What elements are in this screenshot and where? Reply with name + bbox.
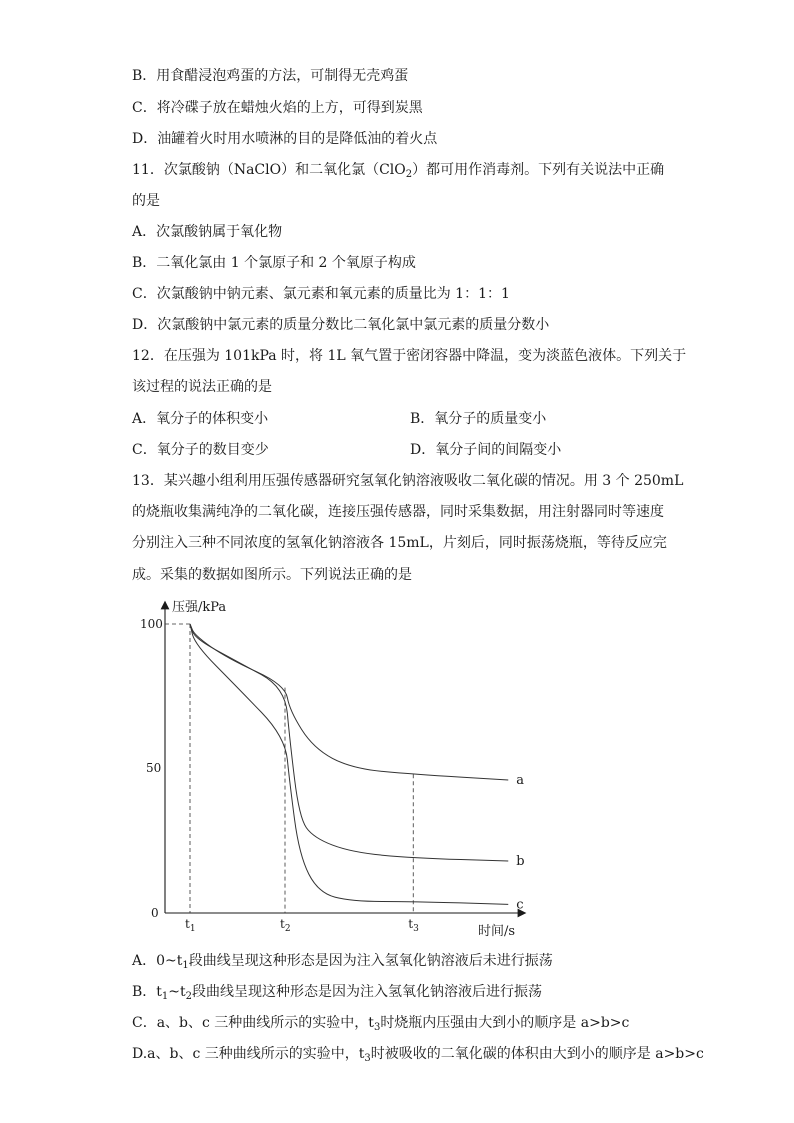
- curve-b: [190, 624, 508, 861]
- q13-stem-line2: 的烧瓶收集满纯净的二氧化碳，连接压强传感器，同时采集数据，用注射器同时等速度: [132, 504, 664, 520]
- q12-stem-line2: 该过程的说法正确的是: [132, 379, 272, 395]
- curve-label-b: b: [516, 853, 525, 869]
- curve-label-c: c: [516, 897, 524, 913]
- q11-stem-line2: 的是: [132, 193, 160, 209]
- q13-option-a: A．$0\sim t_1$段曲线呈现这种形态是因为注入氢氧化钠溶液后未进行振荡: [132, 953, 553, 971]
- curve-a: [190, 624, 508, 780]
- q13-stem-line1: 13．某兴趣小组利用压强传感器研究氢氧化钠溶液吸收二氧化碳的情况。用 3 个 250mL: [132, 473, 684, 489]
- y-tick-50: 50: [146, 761, 162, 775]
- q10-option-d: D．油罐着火时用水喷淋的目的是降低油的着火点: [132, 131, 438, 147]
- q11-option-a: A．次氯酸钠属于氧化物: [132, 224, 283, 240]
- q12-option-d: D．氧分子间的间隔变小: [410, 442, 562, 458]
- q10-option-b: B．用食醋浸泡鸡蛋的方法，可制得无壳鸡蛋: [132, 68, 409, 84]
- y-tick-100: 100: [140, 617, 163, 631]
- q13-option-b: B．$t_1\sim t_2$段曲线呈现这种形态是因为注入氢氧化钠溶液后进行振荡: [132, 984, 543, 1002]
- x-axis-label: 时间/s: [478, 924, 516, 939]
- x-tick-t3: $t_3$: [408, 917, 419, 934]
- q11-option-d: D．次氯酸钠中氯元素的质量分数比二氧化氯中氯元素的质量分数小: [132, 317, 550, 333]
- curve-c: [190, 624, 508, 904]
- q13-option-d: D.a、b、c 三种曲线所示的实验中，$t_3$时被吸收的二氧化碳的体积由大到小的顺序是 a>b>c: [132, 1046, 704, 1064]
- q12-option-c: C．氧分子的数目变少: [132, 442, 269, 458]
- q13-stem-line4: 成。采集的数据如图所示。下列说法正确的是: [132, 567, 412, 583]
- q13-option-c: C．a、b、c 三种曲线所示的实验中，$t_3$时烧瓶内压强由大到小的顺序是 a>b>c: [132, 1015, 630, 1033]
- q13-stem-line3: 分别注入三种不同浓度的氢氧化钠溶液各 15mL，片刻后，同时振荡烧瓶，等待反应完: [132, 535, 667, 551]
- q12-option-a: A．氧分子的体积变小: [132, 411, 269, 427]
- curve-label-a: a: [516, 773, 525, 789]
- q12-option-b: B．氧分子的质量变小: [410, 411, 547, 427]
- q10-option-c: C．将冷碟子放在蜡烛火焰的上方，可得到炭黑: [132, 100, 423, 116]
- q11-stem-line1: 11．次氯酸钠（NaClO）和二氧化氯（ClO$_2$）都可用作消毒剂。下列有关说法中正确: [132, 162, 665, 180]
- y-tick-0: 0: [151, 906, 159, 920]
- q11-option-c: C．次氯酸钠中钠元素、氯元素和氧元素的质量比为 1：1：1: [132, 286, 510, 302]
- x-tick-t2: $t_2$: [280, 917, 291, 934]
- q12-stem-line1: 12．在压强为 101kPa 时，将 1L 氧气置于密闭容器中降温，变为淡蓝色液体。下列关于: [132, 348, 687, 364]
- pressure-time-chart: [120, 595, 540, 940]
- q11-option-b: B．二氧化氯由 1 个氯原子和 2 个氧原子构成: [132, 255, 416, 271]
- x-tick-t1: $t_1$: [185, 917, 196, 934]
- y-axis-label: 压强/kPa: [172, 600, 227, 615]
